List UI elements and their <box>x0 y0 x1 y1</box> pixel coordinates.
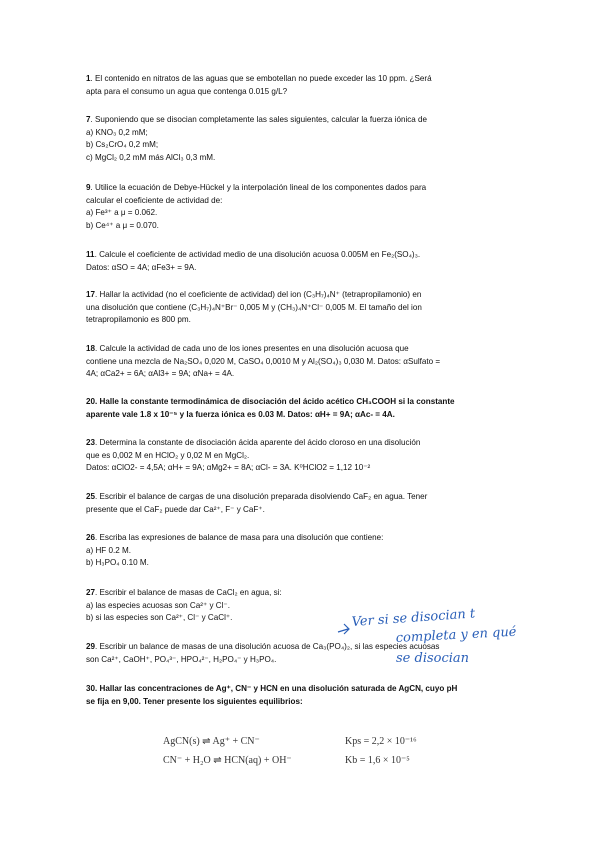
question-text: Utilice la ecuación de Debye-Hückel y la interpolación lineal de los componentes dados para <box>95 183 427 192</box>
question-number: 26 <box>86 533 96 542</box>
question-number: 27 <box>86 588 96 597</box>
item-b: b) si las especies son Ca²⁺, Cl⁻ y CaCl⁺. <box>86 613 233 623</box>
question-number: 17 <box>86 290 96 299</box>
question-18: 18. Calcule la actividad de cada uno de los iones presentes en una disolución acuosa que contiene una mezcla de Na₂SO₄ 0,020 M, CaSO₄ 0,0010 M y Al₂(SO₄)₃ 0,030 M. Datos: αSulfato = 4A; αCa2+ = 6A; αAl3+ = 9A; αNa+ = 4A. <box>86 343 516 381</box>
question-9: 9. Utilice la ecuación de Debye-Hückel y la interpolación lineal de los componentes dados para calcular el coeficiente de actividad de: a) Fe³⁺ a μ = 0.062. b) Ce⁴⁺ a μ = 0.070. <box>86 182 516 232</box>
question-1: 1. El contenido en nitratos de las aguas que se embotellan no puede exceder las 10 ppm. ¿Será apta para el consumo un agua que contenga 0.015 g/L? <box>86 73 516 98</box>
note-line-2: completa y en qué <box>395 624 517 646</box>
item-a: a) las especies acuosas son Ca²⁺ y Cl⁻. <box>86 600 230 610</box>
item-b: b) Ce⁴⁺ a μ = 0.070. <box>86 220 159 230</box>
question-text: Halle la constante termodinámica de disociación del ácido acético CH₃COOH si la constante <box>99 397 455 406</box>
question-text: aparente vale 1.8 x 10⁻⁵ y la fuerza iónica es 0.03 M. Datos: αH+ = 9A; αAc- = 4A. <box>86 409 395 419</box>
item-a: a) HF 0.2 M. <box>86 545 131 555</box>
question-number: 9 <box>86 183 91 192</box>
question-text: tetrapropilamonio es 800 pm. <box>86 315 191 325</box>
item-a: a) KNO₃ 0,2 mM; <box>86 127 148 137</box>
equilibrium-constant: Kps = 2,2 × 10⁻¹⁶ <box>345 736 417 747</box>
question-data: Datos: αSO = 4A; αFe3+ = 9A. <box>86 262 197 272</box>
arrow-icon <box>338 624 349 634</box>
equilibrium-constant: Kb = 1,6 × 10⁻⁵ <box>345 755 410 766</box>
question-number: 29 <box>86 642 96 651</box>
question-26: 26. Escriba las expresiones de balance de masa para una disolución que contiene: a) HF 0.2 M. b) H₃PO₄ 0.10 M. <box>86 532 516 570</box>
question-number: 1 <box>86 74 91 83</box>
question-text: presente que el CaF₂ puede dar Ca²⁺, F⁻ y CaF⁺. <box>86 504 265 514</box>
question-text: Escribir el balance de cargas de una disolución preparada disolviendo CaF₂ en agua. Tener <box>99 492 428 501</box>
question-text: se fija en 9,00. Tener presente los siguientes equilibrios: <box>86 696 303 706</box>
question-30: 30. Hallar las concentraciones de Ag⁺, CN⁻ y HCN en una disolución saturada de AgCN, cuyo pH se fija en 9,00. Tener presente los siguientes equilibrios: <box>86 683 516 708</box>
question-20: 20. Halle la constante termodinámica de disociación del ácido acético CH₃COOH si la constante aparente vale 1.8 x 10⁻⁵ y la fuerza iónica es 0.03 M. Datos: αH+ = 9A; αAc- = 4A. <box>86 396 516 421</box>
question-text: Hallar las concentraciones de Ag⁺, CN⁻ y HCN en una disolución saturada de AgCN, cuyo pH <box>99 684 458 693</box>
question-text: Escribir el balance de masas de CaCl₂ en agua, si: <box>99 588 282 597</box>
question-number: 20 <box>86 397 96 406</box>
item-a: a) Fe³⁺ a μ = 0.062. <box>86 208 158 218</box>
note-line-3: se disocian <box>396 651 470 666</box>
note-line-1: Ver si se disocian t <box>351 606 476 630</box>
question-text: Determina la constante de disociación ácida aparente del ácido cloroso en una disolución <box>99 438 421 447</box>
question-text: El contenido en nitratos de las aguas que se embotellan no puede exceder las 10 ppm. ¿Será <box>95 74 432 83</box>
question-text: una disolución que contiene (C₃H₇)₄N⁺Br⁻ 0,005 M y (CH₃)₄N⁺Cl⁻ 0,005 M. El tamaño del ion <box>86 302 422 312</box>
question-data: Datos: αClO2- = 4,5A; αH+ = 9A; αMg2+ = 8A; αCl- = 3A. K⁰HClO2 = 1,12 10⁻² <box>86 463 371 473</box>
question-number: 23 <box>86 438 96 447</box>
equilibrium-reaction: CN⁻ + H₂O ⇌ HCN(aq) + OH⁻ <box>163 755 292 766</box>
question-text: Hallar la actividad (no el coeficiente de actividad) del ion (C₃H₇)₄N⁺ (tetrapropilamonio) en <box>99 290 422 299</box>
question-17: 17. Hallar la actividad (no el coeficiente de actividad) del ion (C₃H₇)₄N⁺ (tetrapropilamonio) en una disolución que contiene (C₃H₇)₄N⁺Br⁻ 0,005 M y (CH₃)₄N⁺Cl⁻ 0,005 M. El tamaño del ion tetrapropilamonio es 800 pm. <box>86 289 516 327</box>
question-25: 25. Escribir el balance de cargas de una disolución preparada disolviendo CaF₂ en agua. Tener presente que el CaF₂ puede dar Ca²⁺, F⁻ y CaF⁺. <box>86 491 516 516</box>
question-text: que es 0,002 M en HClO₂ y 0,02 M en MgCl₂. <box>86 450 250 460</box>
question-number: 18 <box>86 344 96 353</box>
question-27: 27. Escribir el balance de masas de CaCl₂ en agua, si: a) las especies acuosas son Ca²⁺ y Cl⁻. b) si las especies son Ca²⁺, Cl⁻ y CaCl⁺. <box>86 587 516 625</box>
question-text: contiene una mezcla de Na₂SO₄ 0,020 M, CaSO₄ 0,0010 M y Al₂(SO₄)₃ 0,030 M. Datos: αSulfato = <box>86 356 441 366</box>
question-text: Calcule el coeficiente de actividad medio de una disolución acuosa 0.005M en Fe₂(SO₄)₃. <box>99 250 421 259</box>
question-number: 25 <box>86 492 96 501</box>
question-data: 4A; αCa2+ = 6A; αAl3+ = 9A; αNa+ = 4A. <box>86 369 235 379</box>
equilibrium-reaction: AgCN(s) ⇌ Ag⁺ + CN⁻ <box>163 736 260 747</box>
question-text: Suponiendo que se disocian completamente las sales siguientes, calcular la fuerza iónica de <box>95 115 428 124</box>
question-text: son Ca²⁺, CaOH⁺, PO₄³⁻, HPO₄²⁻, H₂PO₄⁻ y H₃PO₄. <box>86 654 277 664</box>
question-29: 29. Escribir un balance de masas de una disolución acuosa de Ca₃(PO₄)₂, si las especies acuosas son Ca²⁺, CaOH⁺, PO₄³⁻, HPO₄²⁻, H₂PO₄⁻ y H₃PO₄. <box>86 641 516 666</box>
question-text: Calcule la actividad de cada uno de los iones presentes en una disolución acuosa que <box>99 344 409 353</box>
question-number: 7 <box>86 115 91 124</box>
question-text: Escribir un balance de masas de una disolución acuosa de Ca₃(PO₄)₂, si las especies acuosas <box>99 642 440 651</box>
question-number: 11 <box>86 250 95 259</box>
question-text: apta para el consumo un agua que contenga 0.015 g/L? <box>86 86 288 96</box>
question-23: 23. Determina la constante de disociación ácida aparente del ácido cloroso en una disolución que es 0,002 M en HClO₂ y 0,02 M en MgCl₂. Datos: αClO2- = 4,5A; αH+ = 9A; αMg2+ = 8A; αCl- = 3A. K⁰HClO2 = 1,12 10⁻² <box>86 437 516 475</box>
question-11: 11. Calcule el coeficiente de actividad medio de una disolución acuosa 0.005M en Fe₂(SO₄)₃. Datos: αSO = 4A; αFe3+ = 9A. <box>86 249 516 274</box>
item-c: c) MgCl₂ 0,2 mM más AlCl₃ 0,3 mM. <box>86 152 216 162</box>
question-text: calcular el coeficiente de actividad de: <box>86 195 223 205</box>
item-b: b) H₃PO₄ 0.10 M. <box>86 558 149 568</box>
item-b: b) Cs₂CrO₄ 0,2 mM; <box>86 140 159 150</box>
question-text: Escriba las expresiones de balance de masa para una disolución que contiene: <box>99 533 384 542</box>
question-7: 7. Suponiendo que se disocian completamente las sales siguientes, calcular la fuerza iónica de a) KNO₃ 0,2 mM; b) Cs₂CrO₄ 0,2 mM; c) MgCl₂ 0,2 mM más AlCl₃ 0,3 mM. <box>86 114 516 164</box>
question-number: 30 <box>86 684 96 693</box>
